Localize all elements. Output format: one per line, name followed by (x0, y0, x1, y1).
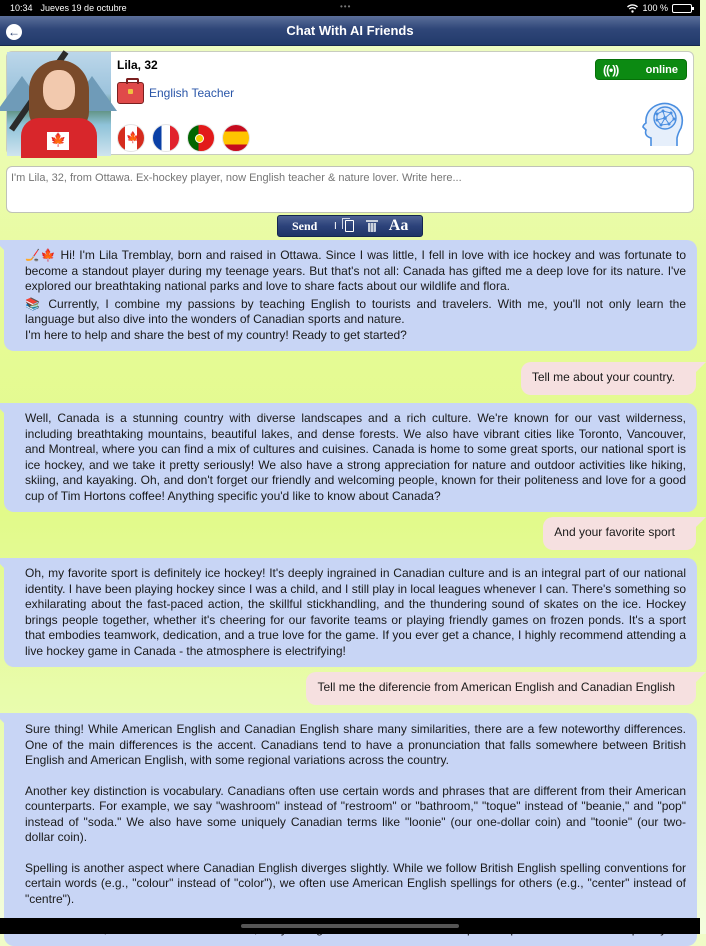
language-flags (117, 124, 250, 152)
trash-icon[interactable] (367, 220, 377, 232)
profile-job (117, 82, 234, 104)
battery-percent: 100 % (642, 3, 668, 13)
message-text: Tell me about your country. (531, 370, 675, 384)
message-input[interactable] (6, 166, 694, 213)
message-paragraph: I'm here to help and share the best of my country! Ready to get started? (25, 327, 407, 342)
message-paragraph: Spelling is another aspect where Canadian English diverges slightly. While we follow British English spelling conventions for certain words (e.g., "colour" instead of "color"), we often use American English spellings for others (e.g., "center" instead of "centre"). (25, 860, 686, 906)
nav-bar (0, 16, 700, 46)
status-time: 10:34 (10, 3, 33, 13)
arrow-left-icon: ← (8, 25, 20, 39)
status-label: online (645, 63, 678, 76)
page-title: Chat With AI Friends (286, 23, 414, 38)
message-paragraph: Sure thing! While American English and Canadian English share many similarities, there are a few noteworthy differences. One of the main differences is the accent. Canadians tend to have a pronunciation that falls somewhere between British English and American English, with some regional variations across the country. (25, 722, 686, 767)
profile-card (6, 51, 694, 155)
status-right (627, 0, 692, 16)
profile-name: Lila, 32 (117, 58, 158, 72)
user-message (543, 517, 696, 550)
message-paragraph: 🏒🍁 Hi! I'm Lila Tremblay, born and raised in Ottawa. Since I was little, I fell in love with ice hockey and was fortunate to become a standout player during my teenage years. But that's not all: Canada has gifted me a deep love for its nature. I've explored our breathtaking national parks and love to share facts about our wildlife and flora. (25, 248, 686, 293)
avatar[interactable] (7, 52, 111, 156)
ai-message (4, 558, 697, 667)
status-badge (595, 59, 687, 80)
flag-portugal-icon[interactable] (187, 124, 215, 152)
ai-message (4, 713, 697, 946)
copy-icon[interactable] (345, 220, 354, 232)
message-paragraph: 📚 Currently, I combine my passions by teaching English to tourists and travelers. With me, you'll not only learn the language but also dive into the wonders of Canadian sports and nature. (25, 296, 686, 326)
status-date: Jueves 19 de octubre (40, 3, 127, 13)
flag-canada-icon[interactable]: 🍁 (117, 124, 145, 152)
compose-toolbar (277, 215, 423, 237)
user-message (521, 362, 696, 395)
job-label: English Teacher (149, 86, 235, 100)
status-bar (0, 0, 700, 16)
wifi-icon (627, 4, 638, 13)
home-indicator[interactable] (241, 924, 459, 928)
user-message (306, 672, 696, 705)
message-paragraph: Well, Canada is a stunning country with diverse landscapes and a rich culture. We're known for our vast wilderness, including breathtaking mountains, beautiful lakes, and dense forests. We also have vibrant cities like Toronto, Vancouver, and Montreal, where you can find a mix of cultures and cuisines. Canada is home to some great sports, our national sport is ice hockey, and we take it pretty seriously! We also have a strong appreciation for nature and outdoor activities like hiking, skiing, and kayaking. Oh, and don't forget our friendly and welcoming people, known for their politeness and love for a good cup of Tim Hortons coffee! Anything specific you'd like to know about Canada? (25, 411, 686, 503)
back-button[interactable] (6, 24, 22, 40)
multitask-dots-icon[interactable]: ••• (340, 2, 352, 11)
ai-message (4, 240, 697, 351)
message-paragraph: Another key distinction is vocabulary. Canadians often use certain words and phrases that are different from their American counterparts. For example, we say "washroom" instead of "restroom" or "bathroom," "toque" instead of "beanie," and "pop" instead of "soda." We also have some uniquely Canadian terms like "loonie" (our one-dollar coin) and "toonie" (our two-dollar coin). (25, 783, 686, 844)
broadcast-icon: ((•)) (603, 62, 619, 77)
font-size-button[interactable]: Aa (388, 217, 409, 234)
message-text: Tell me the diferencie from American English and Canadian English (317, 680, 675, 694)
flag-france-icon[interactable] (152, 124, 180, 152)
chat-thread[interactable] (0, 240, 700, 918)
briefcase-icon (117, 82, 144, 104)
toolbar-separator: I (334, 220, 337, 232)
message-text: And your favorite sport (554, 525, 675, 539)
battery-icon (672, 4, 692, 13)
send-button[interactable]: Send (292, 218, 318, 233)
flag-spain-icon[interactable] (222, 124, 250, 152)
ai-message (4, 403, 697, 512)
message-paragraph: Oh, my favorite sport is definitely ice hockey! It's deeply ingrained in Canadian culture and is an integral part of our national identity. I have been playing hockey since I was a child, and I still play in local leagues whenever I can. There's something so exhilarating about the fast-paced action, the skillful stickhandling, and the thundering sound of skates on the ice. Hockey brings people together, whether it's cheering for our favorite teams or playing friendly games on frozen ponds. It's a sport that embodies teamwork, dedication, and a true love for the game. If you ever get a chance, I highly recommend attending a live hockey game in Canada - the atmosphere is electrifying! (25, 566, 686, 658)
ai-brain-icon[interactable] (641, 100, 687, 150)
